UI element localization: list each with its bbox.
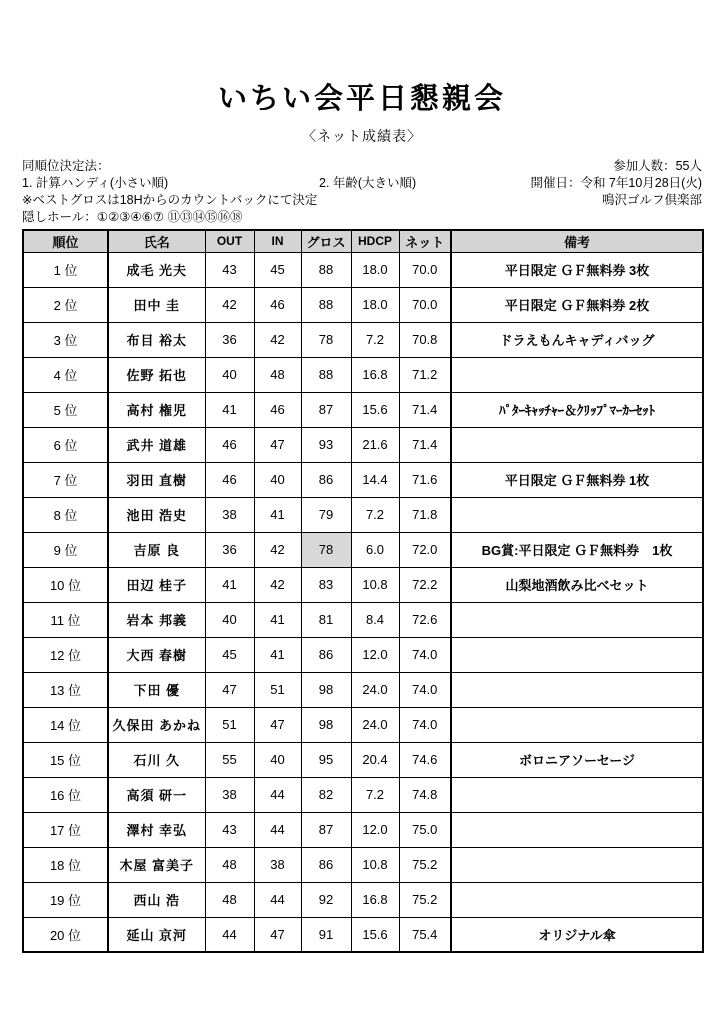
name-cell: 石川 久: [108, 742, 205, 777]
rank-cell: 12 位: [23, 637, 108, 672]
gross-cell: 92: [301, 882, 351, 917]
gross-cell: 87: [301, 392, 351, 427]
name-cell: 大西 春樹: [108, 637, 205, 672]
rules-block: [22, 158, 416, 226]
in-cell: 38: [254, 847, 301, 882]
out-cell: 38: [205, 497, 254, 532]
name-cell: 池田 浩史: [108, 497, 205, 532]
name-cell: 延山 京河: [108, 917, 205, 952]
col-header-remarks: 備考: [451, 230, 703, 252]
rank-cell: 16 位: [23, 777, 108, 812]
remark-cell: 平日限定 ＧＦ無料券 3枚: [451, 252, 703, 287]
gross-cell: 88: [301, 252, 351, 287]
in-cell: 46: [254, 392, 301, 427]
in-cell: 44: [254, 777, 301, 812]
venue-name: 鳴沢ゴルフ倶楽部: [601, 193, 702, 207]
out-cell: 47: [205, 672, 254, 707]
hdcp-cell: 16.8: [351, 357, 399, 392]
net-cell: 75.2: [399, 882, 451, 917]
rank-cell: 14 位: [23, 707, 108, 742]
remark-cell: 平日限定 ＧＦ無料券 2枚: [451, 287, 703, 322]
gross-cell: 82: [301, 777, 351, 812]
rank-cell: 2 位: [23, 287, 108, 322]
in-cell: 48: [254, 357, 301, 392]
remark-cell: [451, 672, 703, 707]
net-cell: 71.6: [399, 462, 451, 497]
name-cell: 成毛 光夫: [108, 252, 205, 287]
in-cell: 40: [254, 742, 301, 777]
rank-cell: 18 位: [23, 847, 108, 882]
gross-cell: 86: [301, 847, 351, 882]
rank-cell: 1 位: [23, 252, 108, 287]
results-table-body: [23, 252, 703, 952]
gross-cell: 98: [301, 707, 351, 742]
table-row: [23, 847, 703, 882]
table-row: [23, 777, 703, 812]
name-cell: 布目 裕太: [108, 322, 205, 357]
out-cell: 43: [205, 252, 254, 287]
out-cell: 40: [205, 357, 254, 392]
in-cell: 41: [254, 637, 301, 672]
in-cell: 47: [254, 917, 301, 952]
hdcp-cell: 15.6: [351, 392, 399, 427]
net-cell: 71.4: [399, 427, 451, 462]
in-cell: 40: [254, 462, 301, 497]
col-header-name: 氏名: [108, 230, 205, 252]
in-cell: 41: [254, 602, 301, 637]
table-row: [23, 707, 703, 742]
net-cell: 74.0: [399, 637, 451, 672]
gross-cell: 88: [301, 287, 351, 322]
hdcp-cell: 18.0: [351, 252, 399, 287]
name-cell: 吉原 良: [108, 532, 205, 567]
hdcp-cell: 16.8: [351, 882, 399, 917]
net-cell: 72.2: [399, 567, 451, 602]
header-row: [23, 230, 703, 252]
in-cell: 42: [254, 532, 301, 567]
remark-cell: [451, 497, 703, 532]
table-row: [23, 287, 703, 322]
out-cell: 38: [205, 777, 254, 812]
out-cell: 36: [205, 322, 254, 357]
col-header-gross: グロス: [301, 230, 351, 252]
out-cell: 36: [205, 532, 254, 567]
out-cell: 43: [205, 812, 254, 847]
net-cell: 74.6: [399, 742, 451, 777]
col-header-hdcp: HDCP: [351, 230, 399, 252]
remark-cell: [451, 847, 703, 882]
out-cell: 46: [205, 427, 254, 462]
net-cell: 72.6: [399, 602, 451, 637]
hdcp-cell: 7.2: [351, 777, 399, 812]
in-cell: 45: [254, 252, 301, 287]
rank-cell: 8 位: [23, 497, 108, 532]
remark-cell: ドラえもんキャディバッグ: [451, 322, 703, 357]
remark-cell: [451, 707, 703, 742]
gross-cell: 86: [301, 637, 351, 672]
remark-cell: ﾊﾟﾀｰｷｬｯﾁｬｰ＆ｸﾘｯﾌﾟﾏｰｶｰｾｯﾄ: [451, 392, 703, 427]
results-table: [22, 229, 704, 953]
gross-cell: 95: [301, 742, 351, 777]
net-cell: 75.4: [399, 917, 451, 952]
rank-cell: 7 位: [23, 462, 108, 497]
rank-cell: 17 位: [23, 812, 108, 847]
gross-cell: 98: [301, 672, 351, 707]
gross-cell: 78: [301, 322, 351, 357]
remark-cell: 山梨地酒飲み比べセット: [451, 567, 703, 602]
hdcp-cell: 24.0: [351, 672, 399, 707]
table-row: [23, 812, 703, 847]
hdcp-cell: 10.8: [351, 847, 399, 882]
gross-cell: 93: [301, 427, 351, 462]
rank-cell: 19 位: [23, 882, 108, 917]
name-cell: 高村 権児: [108, 392, 205, 427]
in-cell: 51: [254, 672, 301, 707]
hidden-holes: 隠しホール：①②③④⑥⑦ ⑪⑬⑭⑮⑯⑱: [22, 210, 243, 224]
rank-cell: 5 位: [23, 392, 108, 427]
remark-cell: [451, 637, 703, 672]
tie-break-rules: [22, 175, 416, 192]
table-row: [23, 567, 703, 602]
net-cell: 75.0: [399, 812, 451, 847]
col-header-in: IN: [254, 230, 301, 252]
col-header-out: OUT: [205, 230, 254, 252]
gross-cell: 79: [301, 497, 351, 532]
out-cell: 41: [205, 392, 254, 427]
table-row: [23, 462, 703, 497]
in-cell: 44: [254, 882, 301, 917]
gross-cell: 88: [301, 357, 351, 392]
name-cell: 澤村 幸弘: [108, 812, 205, 847]
name-cell: 羽田 直樹: [108, 462, 205, 497]
event-block: [530, 158, 702, 209]
hdcp-cell: 15.6: [351, 917, 399, 952]
hdcp-cell: 24.0: [351, 707, 399, 742]
out-cell: 40: [205, 602, 254, 637]
remark-cell: [451, 777, 703, 812]
page-title: いちい会平日懇親会: [217, 83, 506, 115]
page-subtitle: 〈ネット成績表〉: [302, 128, 422, 144]
tie-break-rule-1: 1. 計算ハンディ(小さい順): [22, 176, 169, 190]
name-cell: 岩本 邦義: [108, 602, 205, 637]
out-cell: 48: [205, 882, 254, 917]
remark-cell: BG賞:平日限定 ＧＦ無料券 1枚: [451, 532, 703, 567]
col-header-rank: 順位: [23, 230, 108, 252]
gross-cell: 91: [301, 917, 351, 952]
name-cell: 下田 優: [108, 672, 205, 707]
name-cell: 西山 浩: [108, 882, 205, 917]
out-cell: 41: [205, 567, 254, 602]
remark-cell: ボロニアソーセージ: [451, 742, 703, 777]
hdcp-cell: 8.4: [351, 602, 399, 637]
in-cell: 44: [254, 812, 301, 847]
net-cell: 71.4: [399, 392, 451, 427]
net-cell: 71.2: [399, 357, 451, 392]
hdcp-cell: 21.6: [351, 427, 399, 462]
hdcp-cell: 12.0: [351, 812, 399, 847]
table-row: [23, 637, 703, 672]
out-cell: 45: [205, 637, 254, 672]
tie-break-title: 同順位決定法：: [22, 159, 110, 173]
rank-cell: 9 位: [23, 532, 108, 567]
gross-cell: 87: [301, 812, 351, 847]
hdcp-cell: 7.2: [351, 322, 399, 357]
net-cell: 74.0: [399, 707, 451, 742]
rank-cell: 10 位: [23, 567, 108, 602]
hdcp-cell: 10.8: [351, 567, 399, 602]
name-cell: 木屋 富美子: [108, 847, 205, 882]
rank-cell: 11 位: [23, 602, 108, 637]
remark-cell: [451, 357, 703, 392]
gross-cell: 81: [301, 602, 351, 637]
hdcp-cell: 6.0: [351, 532, 399, 567]
in-cell: 42: [254, 322, 301, 357]
table-row: [23, 427, 703, 462]
hdcp-cell: 7.2: [351, 497, 399, 532]
out-cell: 42: [205, 287, 254, 322]
out-cell: 48: [205, 847, 254, 882]
info-section: [0, 158, 724, 226]
table-row: [23, 917, 703, 952]
net-cell: 70.0: [399, 287, 451, 322]
net-cell: 70.8: [399, 322, 451, 357]
col-header-net: ネット: [399, 230, 451, 252]
name-cell: 久保田 あかね: [108, 707, 205, 742]
rank-cell: 3 位: [23, 322, 108, 357]
out-cell: 55: [205, 742, 254, 777]
hdcp-cell: 14.4: [351, 462, 399, 497]
table-row: [23, 497, 703, 532]
name-cell: 高須 研一: [108, 777, 205, 812]
net-cell: 75.2: [399, 847, 451, 882]
in-cell: 46: [254, 287, 301, 322]
tie-break-rule-2: 2. 年齢(大きい順): [319, 176, 417, 190]
gross-cell: 83: [301, 567, 351, 602]
rank-cell: 13 位: [23, 672, 108, 707]
rank-cell: 15 位: [23, 742, 108, 777]
table-row: [23, 532, 703, 567]
net-cell: 74.0: [399, 672, 451, 707]
in-cell: 47: [254, 707, 301, 742]
table-row: [23, 322, 703, 357]
table-row: [23, 672, 703, 707]
table-row: [23, 392, 703, 427]
rank-cell: 6 位: [23, 427, 108, 462]
remark-cell: オリジナル傘: [451, 917, 703, 952]
table-row: [23, 357, 703, 392]
net-cell: 70.0: [399, 252, 451, 287]
hdcp-cell: 18.0: [351, 287, 399, 322]
gross-cell: 78: [301, 532, 351, 567]
event-date: 開催日：令和 7年10月28日(火): [530, 176, 702, 190]
name-cell: 武井 道雄: [108, 427, 205, 462]
name-cell: 田辺 桂子: [108, 567, 205, 602]
in-cell: 47: [254, 427, 301, 462]
in-cell: 41: [254, 497, 301, 532]
name-cell: 佐野 拓也: [108, 357, 205, 392]
out-cell: 44: [205, 917, 254, 952]
net-cell: 71.8: [399, 497, 451, 532]
remark-cell: [451, 602, 703, 637]
hdcp-cell: 20.4: [351, 742, 399, 777]
table-row: [23, 602, 703, 637]
rank-cell: 20 位: [23, 917, 108, 952]
table-row: [23, 252, 703, 287]
in-cell: 42: [254, 567, 301, 602]
table-row: [23, 742, 703, 777]
best-gross-note: ※ベストグロスは18Hからのカウントバックにて決定: [22, 193, 318, 207]
remark-cell: [451, 427, 703, 462]
name-cell: 田中 圭: [108, 287, 205, 322]
net-cell: 74.8: [399, 777, 451, 812]
net-cell: 72.0: [399, 532, 451, 567]
remark-cell: [451, 882, 703, 917]
remark-cell: [451, 812, 703, 847]
hdcp-cell: 12.0: [351, 637, 399, 672]
remark-cell: 平日限定 ＧＦ無料券 1枚: [451, 462, 703, 497]
out-cell: 46: [205, 462, 254, 497]
gross-cell: 86: [301, 462, 351, 497]
out-cell: 51: [205, 707, 254, 742]
rank-cell: 4 位: [23, 357, 108, 392]
table-row: [23, 882, 703, 917]
participant-count: 参加人数：55人: [613, 159, 702, 173]
